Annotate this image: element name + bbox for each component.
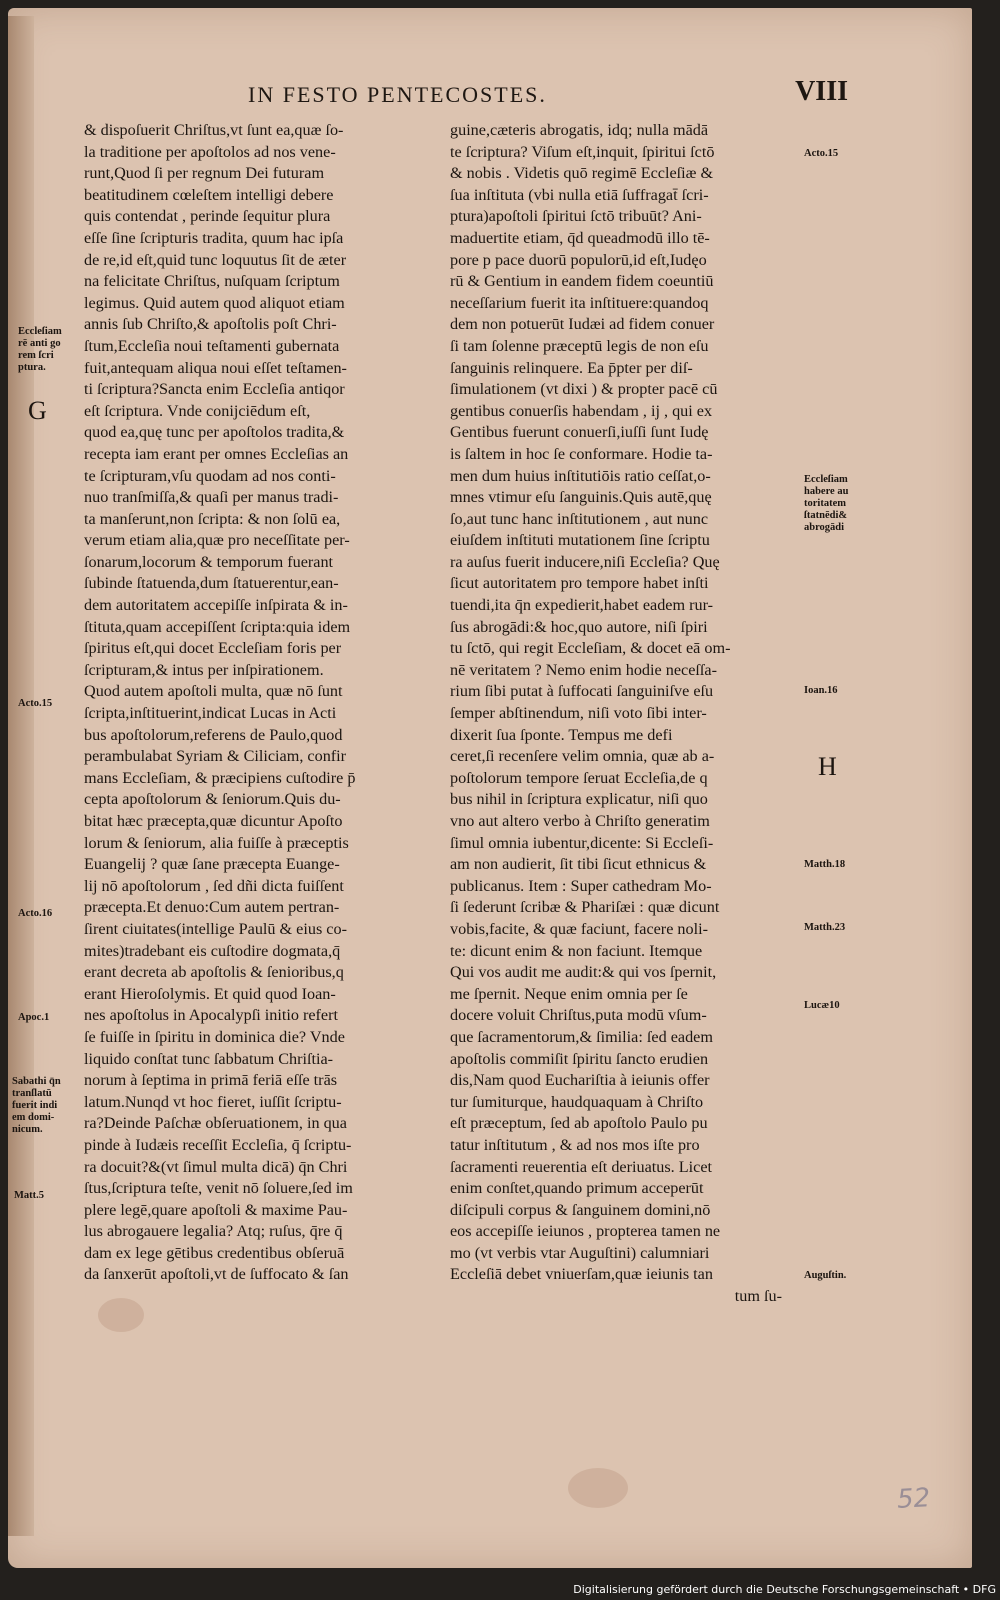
- text-line: eos accepiſſe ieiunos , propterea tamen ne: [450, 1222, 721, 1241]
- margin-note-line: Matth.18: [804, 859, 846, 870]
- text-line: ſicut autoritatem pro tempore habet inſti: [450, 574, 709, 593]
- text-line: poſtolorum tempore ſeruat Eccleſia,de q: [450, 768, 708, 787]
- text-line: ſua inſtituta (vbi nulla etiā ſuffragat̄ ſcri-: [450, 185, 709, 204]
- text-line: me ſpernit. Neque enim omnia per ſe: [450, 984, 688, 1003]
- margin-note-matth18: [804, 859, 845, 871]
- text-line: Quod autem apoſtoli multa, quæ nō ſunt: [84, 682, 343, 701]
- book-page: [8, 8, 972, 1568]
- folio-number: VIII: [795, 76, 848, 107]
- text-line: mites)tradebant eis cuſtodire dogmata,q̄: [84, 941, 341, 960]
- signature-mark-g: G: [28, 396, 47, 425]
- margin-note-line: abrogādi: [804, 522, 845, 533]
- text-line: ſirent ciuitates(intellige Paulū & eius co-: [84, 919, 347, 938]
- margin-note-line: Auguſtin.: [804, 1270, 847, 1281]
- text-line: is ſaltem in hoc ſe conformare. Hodie ta-: [450, 444, 713, 463]
- margin-note-apoc: [18, 1012, 49, 1024]
- text-line: verum etiam alia,quæ pro neceſſitate per-: [84, 531, 350, 550]
- text-line: fuit,antequam aliqua noui eſſet teſtamen-: [84, 358, 347, 377]
- text-line: ti ſcriptura?Sancta enim Eccleſia antiqor: [84, 380, 345, 399]
- margin-note-line: Lucæ10: [804, 1000, 840, 1011]
- digitization-footer: Digitalisierung gefördert durch die Deutsche Forschungsgemeinschaft • DFG: [573, 1583, 996, 1596]
- text-line: eiuſdem inſtituti mutationem ſine ſcriptu: [450, 531, 710, 550]
- text-line: norum à ſeptima in primā feriā eſſe trās: [84, 1071, 338, 1090]
- text-line: bus nihil in ſcriptura explicatur, niſi quo: [450, 790, 708, 809]
- text-line: ſtus,ſcriptura teſte, venit nō ſoluere,ſed im: [84, 1179, 353, 1198]
- text-line: mnes vtimur eſu ſanguinis.Quis autē,quę: [450, 488, 712, 507]
- text-line: pore p pace duorū populorū,id eſt,Iudęo: [450, 250, 707, 269]
- margin-note-line: ſtatnēdi&: [804, 510, 848, 521]
- text-line: ſemper abſtinendum, niſi voto ſibi inter-: [450, 704, 707, 723]
- text-line: maduertite etiam, q̄d queadmodū illo tē-: [450, 228, 710, 247]
- text-line: mo (vt verbis vtar Auguſtini) calumniari: [450, 1243, 710, 1262]
- text-line: rium ſibi putat à ſuffocati ſanguiniſve eſu: [450, 682, 714, 701]
- margin-note-line: Acto.15: [18, 698, 53, 709]
- margin-note-line: em domi-: [12, 1112, 55, 1123]
- margin-note-line: Acto.16: [18, 908, 53, 919]
- text-line: ra docuit?&(vt ſimul multa dicā) q̄n Chri: [84, 1157, 348, 1176]
- text-line: erant Hieroſolymis. Et quid quod Ioan-: [84, 984, 336, 1003]
- margin-note-matth23: [804, 922, 845, 934]
- text-line: lij nō apoſtolorum , ſed dñi dicta fuiſſent: [84, 876, 344, 895]
- text-line: ptura)apoſtoli ſpiritui ſctō tribuūt? Ani-: [450, 207, 702, 226]
- text-line: liquido conſtat tunc ſabbatum Chriſtia-: [84, 1049, 334, 1068]
- signature-mark-h: H: [818, 752, 837, 781]
- text-line: te ſcriptura? Viſum eſt,inquit, ſpiritui ſctō: [450, 142, 715, 161]
- text-line: te: dicunt enim & non faciunt. Itemque: [450, 941, 703, 960]
- text-line: runt,Quod ſi per regnum Dei futuram: [84, 164, 325, 183]
- text-line: annis ſub Chriſto,& apoſtolis poſt Chri-: [84, 315, 337, 334]
- text-line: eſt præceptum, ſed ab apoſtolo Paulo pu: [450, 1114, 708, 1133]
- text-line: am non audierit, ſit tibi ſicut ethnicus &: [450, 855, 707, 874]
- margin-note-line: fuerit indi: [12, 1100, 58, 1111]
- text-line: publicanus. Item : Super cathedram Mo-: [450, 876, 712, 895]
- text-line: tu ſctō, qui regit Eccleſiam, & docet eā om-: [450, 639, 731, 658]
- text-line: de re,id eſt,quid tunc loquutus ſit de æter: [84, 250, 347, 269]
- margin-note-line: Apoc.1: [18, 1012, 50, 1023]
- margin-note-line: Matth.23: [804, 922, 846, 933]
- margin-note-acto15: [18, 698, 52, 710]
- text-line: nuo tranſmiſſa,& quaſi per manus tradi-: [84, 488, 339, 507]
- text-line: recepta iam erant per omnes Eccleſias an: [84, 444, 349, 463]
- text-line: & nobis . Videtis quō regimē Eccleſiæ &: [450, 164, 714, 183]
- text-line: quis contendat , perinde ſequitur plura: [84, 207, 331, 226]
- text-line: ſanguinis relinquere. Ea p̄pter per diſ-: [450, 358, 693, 377]
- text-line: dem autoritatem accepiſſe inſpirata & in-: [84, 596, 348, 615]
- margin-note-line: Matt.5: [14, 1190, 45, 1201]
- text-line: lorum & ſeniorum, alia fuiſſe à præceptis: [84, 833, 349, 852]
- text-line: rū & Gentium in eandem fidem coeuntiū: [450, 272, 714, 291]
- margin-note-line: Eccleſiam: [18, 326, 62, 337]
- text-line: legimus. Quid autem quod aliquot etiam: [84, 293, 345, 312]
- text-line: bus apoſtolorum,referens de Paulo,quod: [84, 725, 343, 744]
- text-line: nes apoſtolus in Apocalypſi initio refert: [84, 1006, 339, 1025]
- text-line: latum.Nunqd vt hoc fieret, iuſſit ſcriptu-: [84, 1092, 342, 1111]
- text-line: dis,Nam quod Euchariſtia à ieiunis offer: [450, 1071, 710, 1090]
- text-line: ſi tam ſolenne præceptū legis de non eſu: [450, 336, 709, 355]
- text-line: ſi ſederunt ſcribæ & Phariſæi : quæ dicunt: [450, 898, 720, 917]
- text-line: la traditione per apoſtolos ad nos vene-: [84, 142, 336, 161]
- text-line: ſpiritus eſt,qui docet Eccleſiam foris per: [84, 639, 342, 658]
- margin-note-ecclesiam-right: [804, 474, 848, 534]
- margin-note-acto15-right: [804, 148, 838, 160]
- text-line: vobis,facite, & quæ faciunt, facere noli-: [450, 919, 709, 938]
- text-line: ceret,ſi recenſere velim omnia, quæ ab a-: [450, 747, 715, 766]
- text-line: & dispoſuerit Chriſtus,vt ſunt ea,quæ ſo-: [84, 121, 344, 139]
- text-line: cepta apoſtolorum & ſeniorum.Quis du-: [84, 790, 341, 809]
- text-line: beatitudinem cœleſtem intelligi debere: [84, 185, 334, 204]
- text-line: quod ea,quę tunc per apoſtolos tradita,&: [84, 423, 345, 442]
- text-line: dam ex lege gētibus credentibus obſeruā: [84, 1243, 345, 1262]
- text-line: docere voluit Chriſtus,puta modū vſum-: [450, 1006, 707, 1025]
- margin-note-augustin: [804, 1270, 846, 1282]
- text-line: ta manſerunt,non ſcripta: & non ſolū ea,: [84, 509, 341, 528]
- text-line: da ſanxerūt apoſtoli,vt de ſuffocato & ſan: [84, 1265, 349, 1284]
- text-line: diſcipuli corpus & ſanguinem domini,nō: [450, 1200, 711, 1219]
- margin-note-matt: [14, 1190, 44, 1202]
- text-line: pinde à Iudæis receſſit Eccleſia, q̄ ſcriptu-: [84, 1135, 352, 1154]
- stain: [568, 1468, 628, 1508]
- text-line: lus abrogauere legalia? Atq; ruſus, q̄re q̄: [84, 1222, 343, 1241]
- text-line: Qui vos audit me audit:& qui vos ſpernit,: [450, 963, 717, 982]
- margin-note-ecclesiam: [18, 326, 62, 374]
- text-line: Euangelij ? quæ ſane præcepta Euange-: [84, 855, 340, 874]
- text-line: apoſtolis commiſit ſpiritu ſancto erudien: [450, 1049, 709, 1068]
- text-line: ſcripta,inſtituerint,indicat Lucas in Acti: [84, 704, 337, 723]
- margin-note-acto16: [18, 908, 52, 920]
- text-line: ſo,aut tunc hanc inſtitutionem , aut nunc: [450, 509, 709, 528]
- text-line: men dum huius inſtitutiōis ratio ceſſat,o-: [450, 466, 711, 485]
- text-line: ſonarum,locorum & temporum fuerant: [84, 552, 334, 571]
- text-line: vno aut altero verbo à Chriſto generatim: [450, 812, 710, 830]
- text-line: erant decreta ab apoſtolis & ſenioribus,q: [84, 963, 344, 982]
- text-line: tuendi,ita q̄n expedierit,habet eadem rur-: [450, 596, 714, 615]
- left-column: [84, 120, 436, 1286]
- text-line: dem non potuerūt Iudæi ad fidem conuer: [450, 315, 715, 334]
- margin-note-line: rem ſcri: [18, 350, 54, 361]
- margin-note-sabbati: [12, 1076, 61, 1136]
- text-line: dixerit ſua ſponte. Tempus me defi: [450, 725, 673, 744]
- margin-note-line: habere au: [804, 486, 849, 497]
- page-header: [228, 76, 848, 120]
- right-column: [450, 120, 790, 1308]
- text-line: tatur inſtitutum , & ad nos mos iſte pro: [450, 1135, 700, 1154]
- margin-note-ioan16: [804, 685, 838, 697]
- text-line: ſimulationem (vt dixi ) & propter pacē cū: [450, 380, 718, 399]
- text-line: ſimul omnia iubentur,dicente: Si Eccleſi-: [450, 833, 714, 852]
- text-line: ſtum,Eccleſia noui teſtamenti gubernata: [84, 336, 340, 355]
- margin-note-lucae10: [804, 1000, 840, 1012]
- text-line: ra auſus fuerit inducere,niſi Eccleſia? Quę: [450, 552, 720, 571]
- text-line: Eccleſiā debet vniuerſam,quæ ieiunis tan: [450, 1265, 713, 1284]
- text-line: eſſe ſine ſcripturis tradita, quum hac ipſa: [84, 228, 344, 247]
- text-line: ra?Deinde Paſchæ obſeruationem, in qua: [84, 1114, 347, 1133]
- text-line: eſt ſcriptura. Vnde conijciēdum eſt,: [84, 401, 311, 420]
- text-line: ſus abrogādi:& hoc,quo autore, niſi ſpiri: [450, 617, 708, 636]
- text-line: bitat hæc præcepta,quæ dicuntur Apoſto: [84, 812, 343, 830]
- margin-note-line: rē anti go: [18, 338, 61, 349]
- margin-note-line: Sabathi q̄n: [12, 1076, 61, 1087]
- margin-note-line: Acto.15: [804, 148, 839, 159]
- margin-note-line: nicum.: [12, 1124, 43, 1135]
- text-line: te ſcripturam,vſu quodam ad nos conti-: [84, 466, 336, 485]
- text-line: præcepta.Et denuo:Cum autem pertran-: [84, 898, 340, 917]
- text-line: plere legē,quare apoſtoli & maxime Pau-: [84, 1200, 348, 1219]
- text-line: mans Eccleſiam, & præcipiens cuſtodire p̄: [84, 768, 356, 787]
- text-line: enim conſtet,quando primum acceperūt: [450, 1179, 704, 1198]
- text-line: Gentibus fuerunt conuerſi,iuſſi ſunt Iudę: [450, 423, 709, 442]
- text-line: ſcripturam,& intus per inſpirationem.: [84, 660, 324, 679]
- text-line: tur ſumiturque, haudquaquam à Chriſto: [450, 1092, 704, 1111]
- margin-note-line: Eccleſiam: [804, 474, 848, 485]
- text-line: ſacramenti reuerentia eſt deriuatus. Licet: [450, 1157, 713, 1176]
- margin-note-line: Ioan.16: [804, 685, 838, 696]
- pencil-page-number: 52: [896, 1483, 931, 1515]
- margin-note-line: toritatem: [804, 498, 846, 509]
- text-line: na felicitate Chriſtus, nuſquam ſcriptum: [84, 272, 340, 291]
- catchword: tum ſu-: [734, 1287, 782, 1306]
- margin-note-line: ptura.: [18, 362, 46, 373]
- text-line: gentibus conuerſis habendam , ij , qui ex: [450, 401, 713, 420]
- text-line: guine,cæteris abrogatis, idq; nulla mādā: [450, 121, 709, 139]
- text-line: ſtituta,quam accepiſſent ſcripta:quia idem: [84, 617, 351, 636]
- gutter-edge: [8, 16, 34, 1536]
- text-line: que ſacramentorum,& ſimilia: ſed eadem: [450, 1027, 713, 1046]
- text-line: ſubinde ſtatuenda,dum ſtatuerentur,ean-: [84, 574, 339, 593]
- margin-note-line: tranſlatū: [12, 1088, 52, 1099]
- running-title: IN FESTO PENTECOSTES.: [248, 82, 547, 107]
- text-line: neceſſarium fuerit ita inſtituere:quandoq: [450, 293, 709, 312]
- text-line: nē veritatem ? Nemo enim hodie neceſſa-: [450, 660, 717, 679]
- text-line: ſe fuiſſe in ſpiritu in dominica die? Vnde: [84, 1027, 345, 1046]
- text-line: perambulabat Syriam & Ciliciam, confir: [84, 747, 347, 766]
- stain: [98, 1298, 144, 1332]
